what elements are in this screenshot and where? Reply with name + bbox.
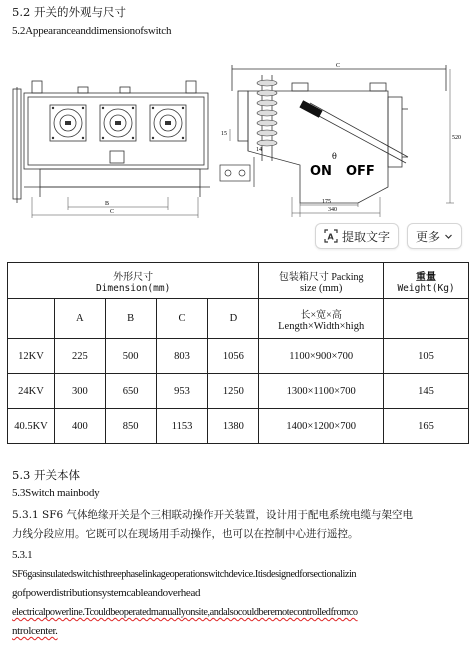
- paragraph-en-line-3: electricalpowerline.Tcouldbeoperatedmanuallyonsite,andalsocouldberemotecontrolledfromco: [12, 607, 358, 618]
- text-scan-icon: [324, 229, 338, 243]
- theta-label: θ: [332, 152, 337, 161]
- header-col-b: B: [105, 299, 156, 339]
- section-heading-cn: 5.2 开关的外观与尺寸: [12, 5, 126, 19]
- cell-a: 300: [54, 374, 105, 409]
- table-row: [8, 374, 469, 409]
- header-dimension-cn: 外形尺寸: [113, 271, 154, 283]
- off-label: OFF: [346, 164, 375, 179]
- section2-heading-en: 5.3Switch mainbody: [12, 487, 100, 499]
- header-packing-en: size (mm): [300, 282, 343, 294]
- section2-heading-cn: 5.3 开关本体: [12, 468, 80, 482]
- dim-label-15: 15: [221, 131, 227, 137]
- cell-c: 803: [156, 339, 208, 374]
- paragraph-cn-line-2: 力线分段应用。它既可以在现场用手动操作，也可以在控制中心进行遥控。: [12, 528, 359, 540]
- dim-label-14: 14: [256, 147, 262, 153]
- cell-a: 400: [54, 409, 105, 444]
- header-voltage-empty: [8, 299, 55, 339]
- header-lwh-en: Length×Width×high: [278, 320, 365, 332]
- table-header-row-2: [8, 299, 469, 339]
- dim-label-b: B: [105, 201, 110, 207]
- cell-packing: 1100×900×700: [259, 339, 384, 374]
- svg-text:A: A: [327, 232, 334, 242]
- header-lwh-cn: 长×宽×高: [300, 309, 342, 321]
- extract-text-button[interactable]: [315, 223, 399, 249]
- cell-d: 1250: [208, 374, 259, 409]
- cell-weight: 105: [384, 339, 469, 374]
- paragraph-en-line-1: SF6gasinsulatedswitchisthreephaselinkageoperationswitchdevice.Itisdesignedforsectionalizin: [12, 569, 357, 580]
- table-row: [8, 409, 469, 444]
- cell-weight: 165: [384, 409, 469, 444]
- dim-label-c-top: C: [336, 63, 341, 69]
- cell-d: 1056: [208, 339, 259, 374]
- chevron-down-icon: [444, 232, 453, 241]
- header-col-c: C: [156, 299, 208, 339]
- header-dimension-en: Dimension(mm): [95, 282, 171, 294]
- dim-label-520: 520: [452, 135, 461, 141]
- paragraph-en-line-2: gofpowerdistributionsystemcableandoverhead: [12, 587, 201, 599]
- cell-packing: 1400×1200×700: [259, 409, 384, 444]
- dim-label-340: 340: [328, 207, 337, 213]
- cell-c: 1153: [156, 409, 208, 444]
- header-packing: [259, 263, 384, 299]
- switch-dimension-drawing: [10, 47, 466, 219]
- paragraph-en-line-4: ntrolcenter.: [12, 625, 58, 637]
- cell-voltage: 12KV: [8, 339, 55, 374]
- more-button[interactable]: [407, 223, 462, 249]
- cell-voltage: 40.5KV: [8, 409, 55, 444]
- on-label: ON: [310, 164, 332, 179]
- image-toolbar: [315, 223, 462, 249]
- cell-a: 225: [54, 339, 105, 374]
- more-label: 更多: [415, 229, 440, 244]
- dim-label-175: 175: [322, 199, 331, 205]
- extract-text-label: 提取文字: [341, 229, 390, 244]
- header-col-a: A: [54, 299, 105, 339]
- dimension-table: [7, 262, 469, 444]
- header-weight-empty: [384, 299, 469, 339]
- table-row: [8, 339, 469, 374]
- cell-weight: 145: [384, 374, 469, 409]
- cell-c: 953: [156, 374, 208, 409]
- table-header-row-1: [8, 263, 469, 299]
- cell-b: 650: [105, 374, 156, 409]
- header-weight-cn: 重量: [416, 271, 437, 283]
- header-weight-en: Weight(Kg): [397, 282, 455, 294]
- header-packing-cn: 包装箱尺寸 Packing: [278, 271, 364, 283]
- cell-voltage: 24KV: [8, 374, 55, 409]
- paragraph-en-number: 5.3.1: [12, 549, 33, 561]
- header-col-d: D: [208, 299, 259, 339]
- dim-label-c-left: C: [110, 209, 115, 215]
- header-dimension: [8, 263, 259, 299]
- section-heading-en: 5.2Appearanceanddimensionofswitch: [12, 25, 172, 37]
- header-weight: [384, 263, 469, 299]
- cell-b: 850: [105, 409, 156, 444]
- cell-packing: 1300×1100×700: [259, 374, 384, 409]
- paragraph-cn: [12, 506, 468, 544]
- paragraph-en: [12, 546, 468, 641]
- cell-b: 500: [105, 339, 156, 374]
- header-lwh: [259, 299, 384, 339]
- paragraph-cn-line-1: 5.3.1 SF6 气体绝缘开关是个三相联动操作开关装置，设计用于配电系统电缆与架空电: [12, 509, 414, 521]
- cell-d: 1380: [208, 409, 259, 444]
